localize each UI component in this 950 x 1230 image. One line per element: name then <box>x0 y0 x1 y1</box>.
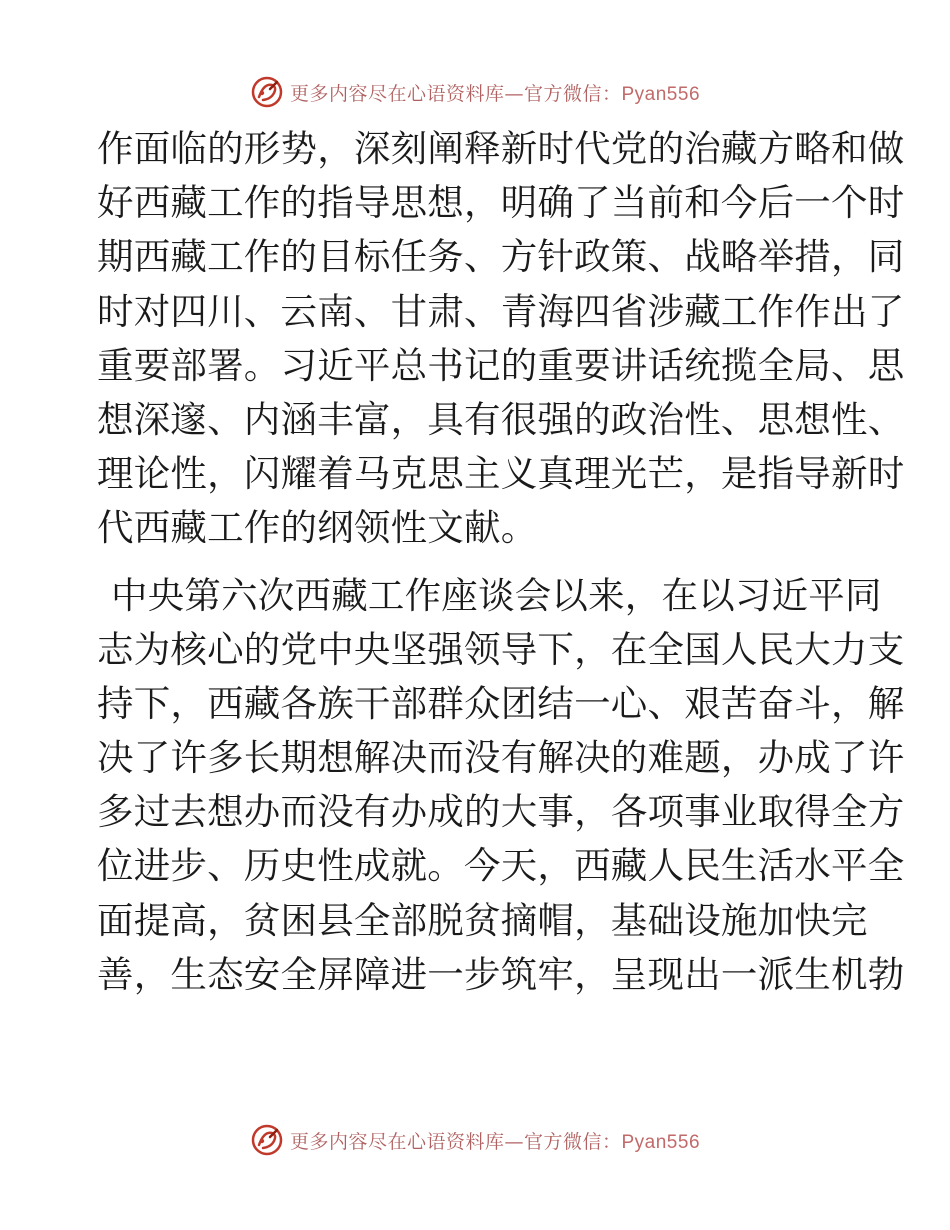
text-line: 面提高，贫困县全部脱贫摘帽，基础设施加快完 <box>97 898 868 942</box>
text-line: 重要部署。习近平总书记的重要讲话统揽全局、思 <box>97 343 905 387</box>
text-line: 好西藏工作的指导思想，明确了当前和今后一个时 <box>97 181 905 225</box>
footer-banner <box>0 1120 950 1160</box>
header-banner-text <box>290 79 700 106</box>
text-line: 理论性，闪耀着马克思主义真理光芒，是指导新时 <box>97 452 905 496</box>
text-line: 期西藏工作的目标任务、方针政策、战略举措，同 <box>97 235 905 279</box>
text-line: 作面临的形势，深刻阐释新时代党的治藏方略和做 <box>97 127 905 170</box>
document-body <box>97 122 905 1002</box>
footer-banner-label: 更多内容尽在心语资料库—官方微信： <box>289 1130 622 1153</box>
logo-icon <box>250 1123 284 1157</box>
text-line: 位进步、历史性成就。今天，西藏人民生活水平全 <box>97 844 905 888</box>
paragraph-2 <box>97 569 905 1003</box>
footer-wechat-id: Pyan556 <box>621 1131 701 1153</box>
text-line: 志为核心的党中央坚强领导下，在全国人民大力支 <box>97 627 905 671</box>
paragraph-1 <box>97 122 905 556</box>
text-line: 多过去想办而没有办成的大事，各项事业取得全方 <box>97 790 905 834</box>
text-line: 持下，西藏各族干部群众团结一心、艰苦奋斗，解 <box>97 681 905 725</box>
header-banner <box>0 72 950 112</box>
text-line: 时对四川、云南、甘肃、青海四省涉藏工作作出了 <box>97 289 905 333</box>
header-banner-label: 更多内容尽在心语资料库—官方微信： <box>289 82 622 105</box>
footer-banner-text <box>290 1127 700 1154</box>
text-line: 决了许多长期想解决而没有解决的难题，办成了许 <box>97 736 905 780</box>
text-line: 中央第六次西藏工作座谈会以来，在以习近平同 <box>111 573 882 617</box>
text-line: 想深邃、内涵丰富，具有很强的政治性、思想性、 <box>97 397 905 441</box>
logo-icon <box>250 75 284 109</box>
header-wechat-id: Pyan556 <box>621 83 701 105</box>
text-line: 代西藏工作的纲领性文献。 <box>97 506 538 550</box>
text-line: 善，生态安全屏障进一步筑牢，呈现出一派生机勃 <box>97 952 905 996</box>
